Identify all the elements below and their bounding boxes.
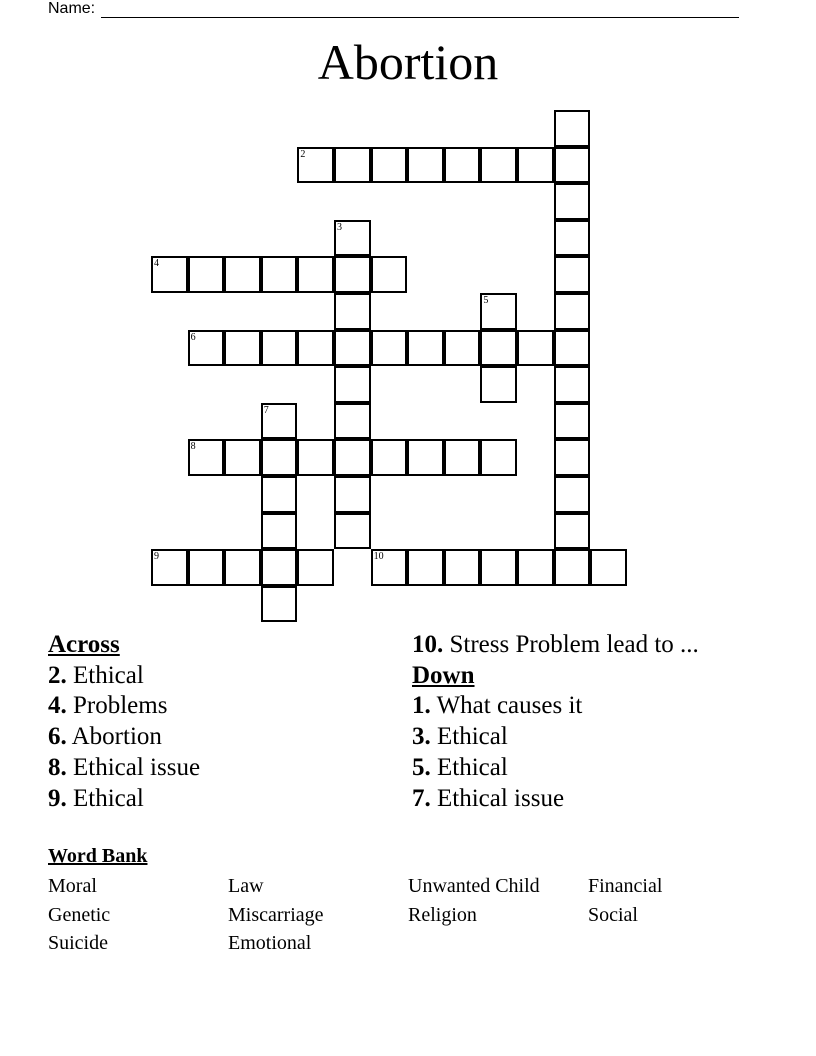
grid-cell[interactable] <box>554 513 591 550</box>
grid-cell[interactable] <box>590 549 627 586</box>
grid-cell[interactable] <box>554 183 591 220</box>
grid-cell[interactable] <box>517 147 554 184</box>
grid-cell[interactable] <box>334 330 371 367</box>
grid-cell[interactable] <box>554 476 591 513</box>
grid-cell[interactable] <box>224 330 261 367</box>
clue-number: 2 <box>300 148 306 160</box>
across-heading: Across <box>48 631 120 658</box>
grid-cell[interactable] <box>444 147 481 184</box>
grid-cell[interactable] <box>554 403 591 440</box>
grid-cell[interactable] <box>261 476 298 513</box>
grid-cell[interactable] <box>517 330 554 367</box>
grid-cell[interactable] <box>224 549 261 586</box>
across-clue-6: 6. Abortion <box>48 723 162 751</box>
grid-cell[interactable] <box>334 439 371 476</box>
down-clue-3: 3. Ethical <box>412 723 508 751</box>
grid-cell[interactable] <box>480 330 517 367</box>
grid-cell[interactable] <box>334 403 371 440</box>
grid-cell[interactable] <box>407 549 444 586</box>
word-bank-word: Religion <box>408 904 477 926</box>
grid-cell[interactable] <box>554 366 591 403</box>
clue-number: 5 <box>483 295 489 306</box>
grid-cell[interactable] <box>554 330 591 367</box>
word-bank-word: Suicide <box>48 932 108 954</box>
grid-cell[interactable] <box>334 476 371 513</box>
grid-cell[interactable] <box>444 439 481 476</box>
grid-cell[interactable] <box>480 147 517 184</box>
grid-cell[interactable] <box>261 513 298 550</box>
grid-cell[interactable] <box>480 439 517 476</box>
grid-cell[interactable] <box>261 439 298 476</box>
down-clue-5: 5. Ethical <box>412 753 508 781</box>
word-bank-word: Emotional <box>228 932 312 954</box>
grid-cell[interactable] <box>554 293 591 330</box>
grid-cell[interactable] <box>407 147 444 184</box>
grid-cell[interactable] <box>297 439 334 476</box>
word-bank-word: Unwanted Child <box>408 875 540 897</box>
grid-cell[interactable] <box>261 330 298 367</box>
word-bank-word: Financial <box>588 875 663 897</box>
word-bank-word: Moral <box>48 875 97 897</box>
across-clue-10: 10. Stress Problem lead to ... <box>412 631 699 658</box>
word-bank-heading: Word Bank <box>48 845 148 867</box>
across-clue-9: 9. Ethical <box>48 784 144 812</box>
grid-cell[interactable] <box>334 293 371 330</box>
clue-number: 10 <box>373 551 384 563</box>
name-label: Name: <box>48 0 96 17</box>
grid-cell[interactable] <box>334 513 371 550</box>
grid-cell[interactable] <box>224 439 261 476</box>
clue-number: 8 <box>190 441 196 453</box>
clue-number: 3 <box>337 221 342 233</box>
across-clue-2: 2. Ethical <box>48 661 144 689</box>
grid-cell[interactable] <box>444 330 481 367</box>
grid-cell[interactable] <box>554 220 591 257</box>
word-bank-word: Genetic <box>48 904 111 926</box>
grid-cell[interactable] <box>188 549 225 586</box>
grid-cell[interactable] <box>297 147 334 184</box>
across-clue-4: 4. Problems <box>48 692 168 720</box>
down-clue-1: 1. What causes it <box>412 692 583 720</box>
grid-cell[interactable] <box>371 256 408 293</box>
grid-cell[interactable] <box>371 147 408 184</box>
grid-cell[interactable] <box>224 256 261 293</box>
grid-cell[interactable] <box>480 293 517 330</box>
grid-cell[interactable] <box>371 549 408 586</box>
grid-cell[interactable] <box>261 256 298 293</box>
grid-cell[interactable] <box>334 256 371 293</box>
grid-cell[interactable] <box>297 330 334 367</box>
word-bank-word: Law <box>228 875 264 897</box>
clue-number: 4 <box>154 258 159 270</box>
grid-cell[interactable] <box>371 330 408 367</box>
grid-cell[interactable] <box>261 549 298 586</box>
word-bank-word: Miscarriage <box>228 904 324 926</box>
grid-cell[interactable] <box>188 439 225 476</box>
grid-cell[interactable] <box>297 256 334 293</box>
grid-cell[interactable] <box>261 586 298 623</box>
grid-cell[interactable] <box>188 330 225 367</box>
clue-number: 7 <box>263 404 269 416</box>
grid-cell[interactable] <box>334 147 371 184</box>
grid-cell[interactable] <box>151 256 188 293</box>
grid-cell[interactable] <box>261 403 298 440</box>
grid-cell[interactable] <box>554 256 591 293</box>
grid-cell[interactable] <box>151 549 188 586</box>
down-heading: Down <box>412 661 475 689</box>
grid-cell[interactable] <box>554 110 591 147</box>
clue-number: 6 <box>190 331 196 343</box>
grid-cell[interactable] <box>554 439 591 476</box>
clue-number: 9 <box>154 551 159 563</box>
across-clues <box>48 630 200 814</box>
grid-cell[interactable] <box>334 220 371 257</box>
grid-cell[interactable] <box>480 366 517 403</box>
grid-cell[interactable] <box>407 439 444 476</box>
down-clue-7: 7. Ethical issue <box>412 784 565 812</box>
across-clue-8: 8. Ethical issue <box>48 753 201 781</box>
puzzle-title: Abortion <box>317 34 499 90</box>
grid-cell[interactable] <box>297 549 334 586</box>
grid-cell[interactable] <box>554 147 591 184</box>
grid-cell[interactable] <box>517 549 554 586</box>
grid-cell[interactable] <box>371 439 408 476</box>
grid-cell[interactable] <box>334 366 371 403</box>
grid-cell[interactable] <box>480 549 517 586</box>
word-bank-word: Social <box>588 904 638 926</box>
grid-cell[interactable] <box>407 330 444 367</box>
grid-cell[interactable] <box>444 549 481 586</box>
grid-cell[interactable] <box>554 549 591 586</box>
down-clues <box>412 630 699 814</box>
grid-cell[interactable] <box>188 256 225 293</box>
